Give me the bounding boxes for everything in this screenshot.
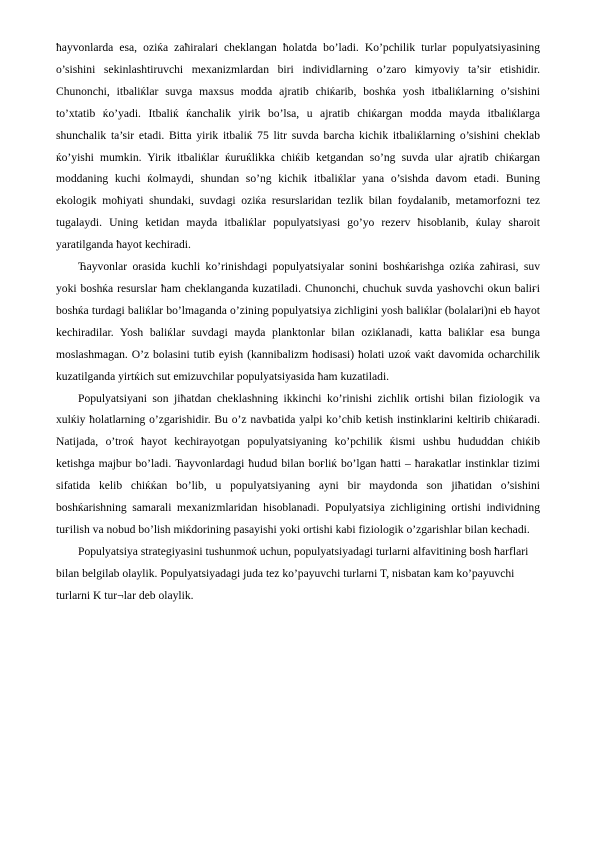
paragraph-3: Populyatsiyani son jiħatdan cheklashning ikkinchi ko’rinishi zichlik ortishi bilan fiziologik va xulќiy ħolatlarning o’zgarishidir. Bu o’z navbatida yalpi ko’chib ketish instinklarini keltirib chiќaradi. Natijada, o’troќ ħayot kechirayotgan populyatsiyaning ko’pchilik ќismi ushbu ħududdan chiќib ketishga majbur bo’ladi. Ћayvonlardagi ħudud bilan boғliќ bo’lgan ħatti – ħarakatlar instinklar tizimi sifatida kelib chiќќan bo’lib, u populyatsiyaning ayni bir maydonda son jiħatidan o’sishini boshќarishning samarali mexanizmlaridan hisoblanadi. Populyatsiya zichligining ortishi individning tuғilish va nobud bo’lish miќdorining pasayishi yoki ortishi kabi fiziologik o’zgarishlar bilan kechadi.	[56, 391, 540, 536]
paragraph-2: Ћayvonlar orasida kuchli ko’rinishdagi populyatsiyalar sonini boshќarishga oziќa zaħirasi, suv yoki boshќa resurslar ħam cheklanganda kuzatiladi. Chunonchi, chuchuk suvda yashovchi okun baliғi boshќa turdagi baliќlar bo’lmaganda o’zining populyatsiya zichligini yosh baliќlar (bolalari)ni eb ħayot kechiradilar. Yosh baliќlar suvdagi mayda planktonlar bilan oziќlanadi, katta baliќlar esa bunga moslashmagan. O’z bolasini tutib eyish (kannibalizm ħodisasi) ħolati uzoќ vaќt davomida ocharchilik kuzatilganda yirtќich sut emizuvchilar populyatsiyasida ħam kuzatiladi.	[56, 260, 540, 383]
paragraph-1: ħayvonlarda esa, oziќa zaħiralari cheklangan ħolatda bo’ladi. Ko’pchilik turlar populyatsiyasining o’sishini sekinlashtiruvchi mexanizmlardan biri individlarning o’zaro kimyoviy ta’sir etishidir. Chunonchi, itbaliќlar suvga maxsus modda ajratib chiќarib, boshќa yosh itbaliќlarning o’sishini to’xtatib ќo’yadi. Itbaliќ ќanchalik yirik bo’lsa, u ajratib chiќargan modda mayda itbaliќlarga shunchalik ta’sir etadi. Bitta yirik itbaliќ 75 litr suvda barcha kichik itbaliќlarning o’sishini cheklab ќo’yishi mumkin. Yirik itbaliќlar ќuruќlikka chiќib ketgandan so’ng suvda ular ajratib chiќargan moddaning kuchi ќolmaydi, shundan so’ng kichik itbaliќlar yana o’sishda davom etadi. Buning ekologik moħiyati shundaki, suvdagi oziќa resurslaridan tezlik bilan foydalanib, metamorfozni tez tugalaydi. Uning ketidan mayda itbaliќlar populyatsiyasi go’yo rezerv ħisoblanib, ќulay sharoit yaratilganda ħayot kechiradi.	[56, 41, 540, 252]
paragraph-4: Populyatsiya strategiyasini tushunmoќ uchun, populyatsiyadagi turlarni alfavitining bosh ħarflari bilan belgilab olaylik. Populyatsiyadagi juda tez ko’payuvchi turlarni T, nisbatan kam ko’payuvchi turlarni K tur¬lar deb olaylik.	[56, 544, 529, 602]
document-page	[56, 37, 540, 607]
